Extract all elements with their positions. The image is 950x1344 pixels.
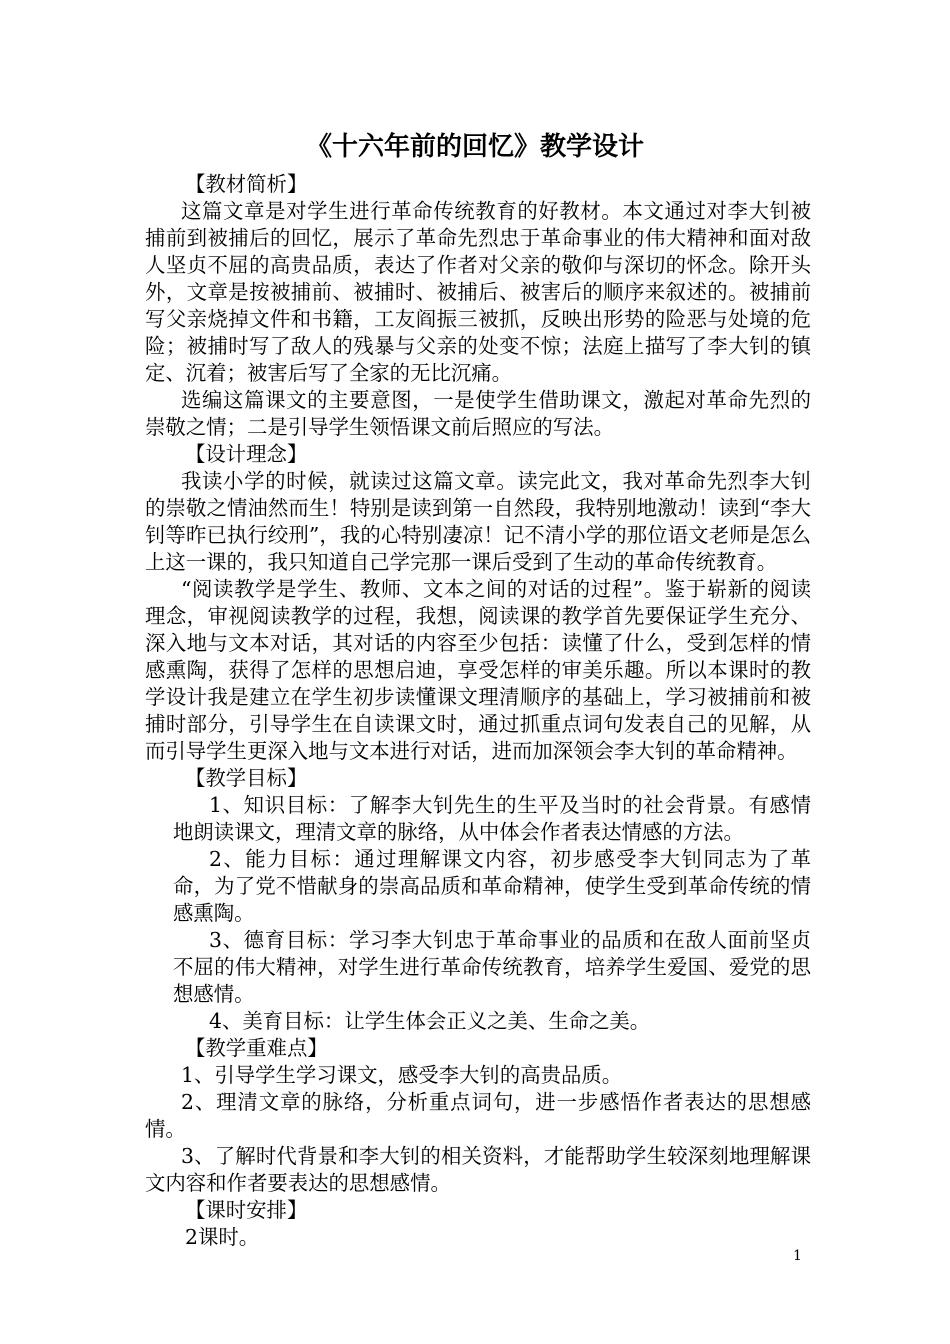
- keypoint-item: 3、了解时代背景和李大钊的相关资料，才能帮助学生较深刻地理解课文内容和作者要表达的思想感情。: [145, 1144, 811, 1195]
- analysis-paragraph-1: 这篇文章是对学生进行革命传统教育的好教材。本文通过对李大钊被捕前到被捕后的回忆，展示了革命先烈忠于革命事业的伟大精神和面对敌人坚贞不屈的高贵品质，表达了作者对父亲的敬仰与深切的怀念。除开头外，文章是按被捕前、被捕时、被捕后、被害后的顺序来叙述的。被捕前写父亲烧掉文件和书籍，工友阎振三被抓，反映出形势的险恶与处境的危险；被捕时写了敌人的残暴与父亲的处变不惊；法庭上描写了李大钊的镇定、沉着；被害后写了全家的无比沉痛。: [145, 199, 811, 385]
- concept-paragraph-1: 我读小学的时候，就读过这篇文章。读完此文，我对革命先烈李大钊的崇敬之情油然而生！特别是读到第一自然段，我特别地激动！读到“李大钊等昨已执行绞刑”，我的心特别凄凉！记不清小学的那位语文老师是怎么上这一课的，我只知道自己学完那一课后受到了生动的革命传统教育。: [145, 469, 811, 574]
- section-heading-analysis: 【教材简析】: [185, 172, 308, 196]
- document-title: 《十六年前的回忆》教学设计: [305, 132, 644, 162]
- section-heading-goals: 【教学目标】: [185, 766, 308, 790]
- document-body: [145, 171, 811, 1251]
- goal-item: 4、美育目标：让学生体会正义之美、生命之美。: [209, 1009, 651, 1033]
- goal-item: 3、德育目标：学习李大钊忠于革命事业的品质和在敌人面前坚贞不屈的伟大精神，对学生进行革命传统教育，培养学生爱国、爱党的思想感情。: [173, 928, 811, 1006]
- section-heading-keypoints: 【教学重难点】: [185, 1036, 328, 1060]
- analysis-paragraph-2: 选编这篇课文的主要意图，一是使学生借助课文，激起对革命先烈的崇敬之情；二是引导学生领悟课文前后照应的写法。: [145, 388, 811, 439]
- keypoint-item: 1、引导学生学习课文，感受李大钊的高贵品质。: [181, 1063, 623, 1087]
- goal-item: 1、知识目标：了解李大钊先生的生平及当时的社会背景。有感情地朗读课文，理清文章的脉络，从中体会作者表达情感的方法。: [173, 793, 811, 844]
- schedule-text: 2课时。: [185, 1225, 260, 1249]
- section-heading-concept: 【设计理念】: [185, 442, 308, 466]
- keypoint-item: 2、理清文章的脉络，分析重点词句，进一步感悟作者表达的思想感情。: [145, 1090, 811, 1141]
- page-number: 1: [793, 1248, 802, 1264]
- goal-item: 2、能力目标：通过理解课文内容，初步感受李大钊同志为了革命，为了党不惜献身的崇高品质和革命精神，使学生受到革命传统的情感熏陶。: [173, 847, 811, 925]
- section-heading-schedule: 【课时安排】: [185, 1198, 308, 1222]
- concept-paragraph-2: “阅读教学是学生、教师、文本之间的对话的过程”。鉴于崭新的阅读理念，审视阅读教学的过程，我想，阅读课的教学首先要保证学生充分、深入地与文本对话，其对话的内容至少包括：读懂了什么，受到怎样的情感熏陶，获得了怎样的思想启迪，享受怎样的审美乐趣。所以本课时的教学设计我是建立在学生初步读懂课文理清顺序的基础上，学习被捕前和被捕时部分，引导学生在自读课文时，通过抓重点词句发表自己的见解，从而引导学生更深入地与文本进行对话，进而加深领会李大钊的革命精神。: [145, 577, 811, 763]
